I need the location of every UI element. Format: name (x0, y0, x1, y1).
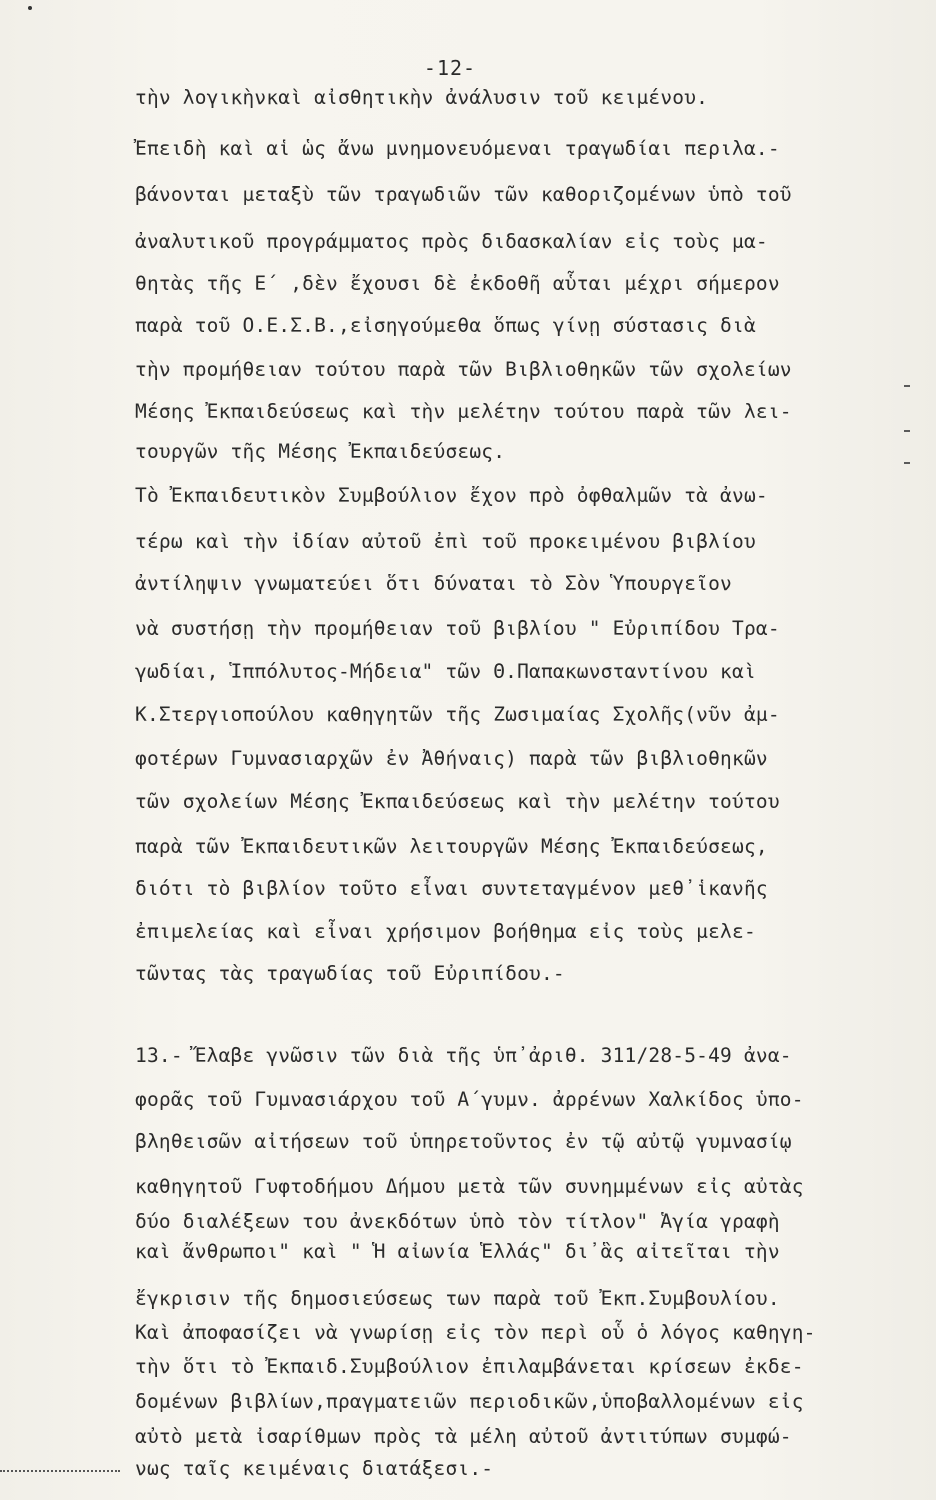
text-line: φορᾶς τοῦ Γυμνασιάρχου τοῦ Α΄γυμν. ἀρρένων Χαλκίδος ὑπο- (135, 1088, 804, 1111)
text-line: ἔγκρισιν τῆς δημοσιεύσεως των παρὰ τοῦ Ἐκπ.Συμβουλίου. (135, 1287, 780, 1310)
margin-tick (904, 430, 910, 432)
text-line: γωδίαι, Ἱππόλυτος-Μήδεια" τῶν Θ.Παπακωνσταντίνου καὶ (135, 660, 756, 683)
text-line: δομένων βιβλίων,πραγματειῶν περιοδικῶν,ὑποβαλλομένων εἰς (135, 1390, 804, 1413)
text-line: φοτέρων Γυμνασιαρχῶν ἐν Ἀθήναις) παρὰ τῶν βιβλιοθηκῶν (135, 747, 768, 770)
corner-speck (28, 6, 32, 10)
text-line: τῶν σχολείων Μέσης Ἐκπαιδεύσεως καὶ τὴν μελέτην τούτου (135, 790, 780, 813)
text-line: Κ.Στεργιοπούλου καθηγητῶν τῆς Ζωσιμαίας Σχολῆς(νῦν ἀμ- (135, 703, 780, 726)
text-line: παρὰ τῶν Ἐκπαιδευτικῶν λειτουργῶν Μέσης Ἐκπαιδεύσεως, (135, 835, 768, 858)
text-line: αὐτὸ μετὰ ἰσαρίθμων πρὸς τὰ μέλη αὐτοῦ ἀντιτύπων συμφώ- (135, 1425, 792, 1448)
text-line: νως ταῖς κειμέναις διατάξεσι.- (135, 1457, 494, 1480)
text-line: ἐπιμελείας καὶ εἶναι χρήσιμον βοήθημα εἰς τοὺς μελε- (135, 920, 756, 943)
text-line: τουργῶν τῆς Μέσης Ἐκπαιδεύσεως. (135, 440, 506, 463)
text-line: Καὶ ἀποφασίζει νὰ γνωρίσῃ εἰς τὸν περὶ οὗ ὁ λόγος καθηγη- (135, 1321, 816, 1344)
text-line: θητὰς τῆς Ε΄ ,δὲν ἔχουσι δὲ ἐκδοθῆ αὗται μέχρι σήμερον (135, 272, 780, 295)
text-line: Ἐπειδὴ καὶ αἱ ὡς ἄνω μνημονευόμεναι τραγωδίαι περιλα.- (135, 137, 780, 160)
text-line: διότι τὸ βιβλίον τοῦτο εἶναι συντεταγμένον μεθ᾽ἱκανῆς (135, 877, 768, 900)
text-line: καὶ ἄνθρωποι" καὶ " Ἡ αἰωνία Ἑλλάς" δι᾽ἃς αἰτεῖται τὴν (135, 1240, 780, 1263)
text-line: τὴν προμήθειαν τούτου παρὰ τῶν Βιβλιοθηκῶν τῶν σχολείων (135, 358, 792, 381)
text-line: ἀναλυτικοῦ προγράμματος πρὸς διδασκαλίαν εἰς τοὺς μα- (135, 230, 768, 253)
margin-tick (904, 385, 910, 387)
text-line: νὰ συστήσῃ τὴν προμήθειαν τοῦ βιβλίου " Εὐριπίδου Τρα- (135, 617, 780, 640)
text-line: Τὸ Ἐκπαιδευτικὸν Συμβούλιον ἔχον πρὸ ὀφθαλμῶν τὰ ἀνω- (135, 484, 768, 507)
text-line: τὴν λογικὴνκαὶ αἰσθητικὴν ἀνάλυσιν τοῦ κειμένου. (135, 86, 709, 109)
page-number: -12- (423, 56, 477, 80)
text-line: τὴν ὅτι τὸ Ἐκπαιδ.Συμβούλιον ἐπιλαμβάνεται κρίσεων ἐκδε- (135, 1355, 804, 1378)
text-line: καθηγητοῦ Γυφτοδήμου Δήμου μετὰ τῶν συνημμένων εἰς αὐτὰς (135, 1175, 804, 1198)
text-line: βληθεισῶν αἰτήσεων τοῦ ὑπηρετοῦντος ἐν τῷ αὐτῷ γυμνασίῳ (135, 1130, 792, 1153)
bottom-dotted-rule (0, 1470, 120, 1472)
text-line: τέρω καὶ τὴν ἰδίαν αὐτοῦ ἐπὶ τοῦ προκειμένου βιβλίου (135, 530, 756, 553)
text-line: ἀντίληψιν γνωματεύει ὅτι δύναται τὸ Σὸν Ὑπουργεῖον (135, 572, 732, 595)
text-line: παρὰ τοῦ Ο.Ε.Σ.Β.,εἰσηγούμεθα ὅπως γίνῃ σύστασις διὰ (135, 314, 756, 337)
text-line: Μέσης Ἐκπαιδεύσεως καὶ τὴν μελέτην τούτου παρὰ τῶν λει- (135, 400, 792, 423)
text-line: τῶντας τὰς τραγωδίας τοῦ Εὐριπίδου.- (135, 962, 565, 985)
margin-tick (904, 462, 910, 464)
text-line: 13.- Ἔλαβε γνῶσιν τῶν διὰ τῆς ὑπ᾽ἀριθ. 311/28-5-49 ἀνα- (135, 1044, 792, 1067)
text-line: βάνονται μεταξὺ τῶν τραγωδιῶν τῶν καθοριζομένων ὑπὸ τοῦ (135, 183, 792, 206)
text-line: δύο διαλέξεων του ἀνεκδότων ὑπὸ τὸν τίτλον" Ἁγία γραφὴ (135, 1210, 780, 1233)
